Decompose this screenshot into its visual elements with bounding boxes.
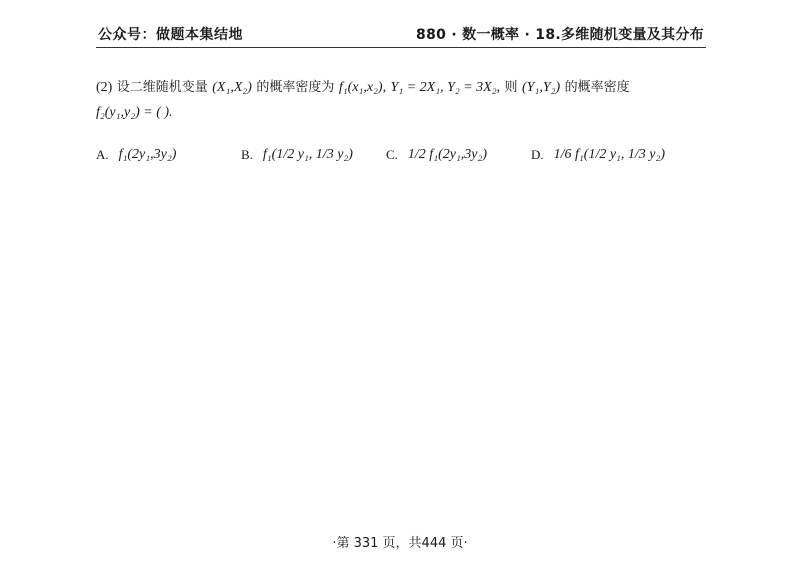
option-d[interactable] [531,140,665,170]
option-d-expr: 1/6 f₁(1/2 y₁, 1/3 y₂) [553,147,666,162]
question-density-label: 的概率密度为 [256,80,335,95]
option-d-letter: D. [531,147,544,162]
option-a-expr: f₁(2y₁,3y₂) [118,147,177,162]
question-density-label-2: 的概率密度 [564,80,630,95]
question-line-2 [96,104,173,121]
question-then: 则 [504,80,518,95]
option-c-expr: 1/2 f₁(2y₁,3y₂) [407,147,488,162]
page-footer: ·第 331 页，共444 页· [332,536,468,551]
vector-y: (Y₁,Y₂) [522,80,561,95]
header-source: 公众号：做题本集结地 [98,27,243,43]
vector-x: (X₁,X₂) [212,80,252,95]
page-header [96,22,706,48]
question-intro: 设二维随机变量 [116,80,208,95]
option-c[interactable] [386,140,487,170]
question-line-1: (2) 设二维随机变量 (X₁,X₂) 的概率密度为 f₁(x₁,x₂), Y₁ = 2X₁, Y₂ = 3X₂, 则 (Y₁,Y₂) 的概率密度 [96,80,630,95]
option-b-expr: f₁(1/2 y₁, 1/3 y₂) [262,147,353,162]
transform-expr: Y₁ = 2X₁, Y₂ = 3X₂ [390,80,497,95]
option-a[interactable] [96,140,176,170]
header-chapter: 880 · 数一概率 · 18.多维随机变量及其分布 [416,27,704,43]
option-b[interactable] [241,140,353,170]
option-b-letter: B. [241,147,253,162]
question-number: (2) [96,80,113,95]
option-c-letter: C. [386,147,398,162]
answer-prompt: f₂(y₁,y₂) = ( ). [96,105,173,120]
option-a-letter: A. [96,147,109,162]
density-f1: f₁(x₁,x₂) [338,80,383,95]
